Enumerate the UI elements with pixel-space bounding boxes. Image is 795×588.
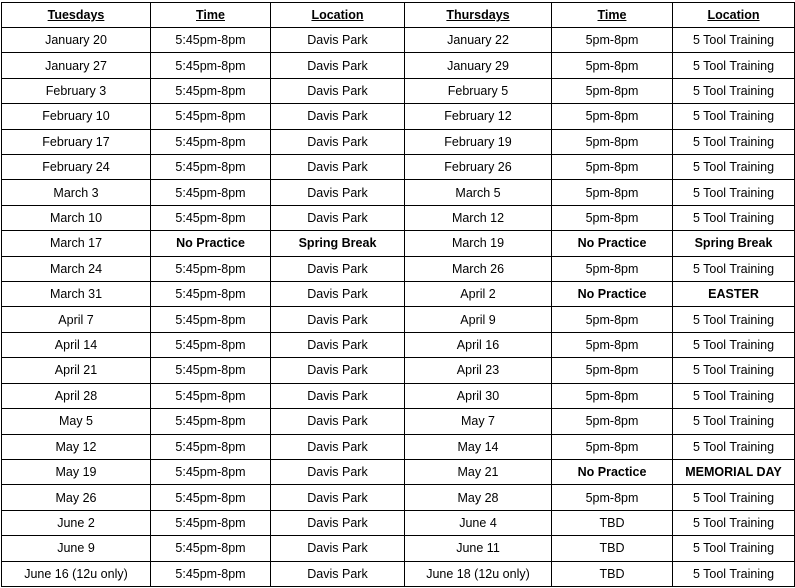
practice-schedule-table	[1, 2, 795, 587]
tuesday-time-cell: 5:45pm-8pm	[151, 307, 271, 332]
tuesday-date-cell: March 31	[2, 282, 151, 307]
thursday-date-cell: March 26	[405, 256, 552, 281]
tuesday-location-cell: Davis Park	[271, 510, 405, 535]
thursday-date-cell: January 29	[405, 53, 552, 78]
thursday-location-cell: 5 Tool Training	[673, 205, 795, 230]
thursday-location-cell: MEMORIAL DAY	[673, 459, 795, 484]
table-row	[2, 53, 795, 78]
thursday-location-cell: 5 Tool Training	[673, 53, 795, 78]
tuesday-date-cell: June 9	[2, 536, 151, 561]
tuesday-date-cell: April 14	[2, 332, 151, 357]
thursday-time-cell: No Practice	[552, 231, 673, 256]
header-row	[2, 3, 795, 28]
table-row	[2, 536, 795, 561]
thursday-time-cell: 5pm-8pm	[552, 409, 673, 434]
table-row	[2, 307, 795, 332]
thursday-location-cell: 5 Tool Training	[673, 561, 795, 586]
tuesday-date-cell: March 17	[2, 231, 151, 256]
header-thursday-time: Time	[552, 3, 673, 28]
tuesday-location-cell: Davis Park	[271, 485, 405, 510]
table-row	[2, 104, 795, 129]
thursday-location-cell: 5 Tool Training	[673, 155, 795, 180]
table-row	[2, 78, 795, 103]
tuesday-date-cell: May 19	[2, 459, 151, 484]
table-row	[2, 129, 795, 154]
thursday-date-cell: February 12	[405, 104, 552, 129]
tuesday-location-cell: Davis Park	[271, 28, 405, 53]
thursday-time-cell: No Practice	[552, 459, 673, 484]
thursday-time-cell: 5pm-8pm	[552, 205, 673, 230]
thursday-date-cell: May 21	[405, 459, 552, 484]
tuesday-location-cell: Davis Park	[271, 282, 405, 307]
thursday-location-cell: 5 Tool Training	[673, 358, 795, 383]
table-row	[2, 155, 795, 180]
thursday-date-cell: April 9	[405, 307, 552, 332]
tuesday-date-cell: March 10	[2, 205, 151, 230]
thursday-date-cell: March 12	[405, 205, 552, 230]
thursday-date-cell: February 19	[405, 129, 552, 154]
tuesday-location-cell: Davis Park	[271, 129, 405, 154]
header-tuesdays: Tuesdays	[2, 3, 151, 28]
tuesday-time-cell: 5:45pm-8pm	[151, 28, 271, 53]
thursday-date-cell: January 22	[405, 28, 552, 53]
thursday-location-cell: 5 Tool Training	[673, 28, 795, 53]
table-row	[2, 561, 795, 586]
tuesday-date-cell: April 21	[2, 358, 151, 383]
tuesday-time-cell: 5:45pm-8pm	[151, 510, 271, 535]
table-row	[2, 180, 795, 205]
thursday-location-cell: 5 Tool Training	[673, 434, 795, 459]
thursday-date-cell: May 14	[405, 434, 552, 459]
thursday-date-cell: June 11	[405, 536, 552, 561]
thursday-time-cell: 5pm-8pm	[552, 383, 673, 408]
thursday-date-cell: April 16	[405, 332, 552, 357]
tuesday-date-cell: February 10	[2, 104, 151, 129]
thursday-time-cell: 5pm-8pm	[552, 307, 673, 332]
thursday-time-cell: 5pm-8pm	[552, 332, 673, 357]
thursday-location-cell: 5 Tool Training	[673, 129, 795, 154]
thursday-date-cell: May 28	[405, 485, 552, 510]
table-row	[2, 231, 795, 256]
thursday-location-cell: 5 Tool Training	[673, 409, 795, 434]
tuesday-time-cell: 5:45pm-8pm	[151, 282, 271, 307]
table-row	[2, 459, 795, 484]
thursday-time-cell: 5pm-8pm	[552, 129, 673, 154]
tuesday-date-cell: March 3	[2, 180, 151, 205]
thursday-time-cell: 5pm-8pm	[552, 104, 673, 129]
tuesday-time-cell: 5:45pm-8pm	[151, 536, 271, 561]
thursday-location-cell: 5 Tool Training	[673, 383, 795, 408]
thursday-time-cell: 5pm-8pm	[552, 180, 673, 205]
tuesday-location-cell: Davis Park	[271, 307, 405, 332]
tuesday-date-cell: May 5	[2, 409, 151, 434]
tuesday-time-cell: 5:45pm-8pm	[151, 358, 271, 383]
tuesday-time-cell: 5:45pm-8pm	[151, 155, 271, 180]
table-row	[2, 383, 795, 408]
table-row	[2, 434, 795, 459]
tuesday-time-cell: 5:45pm-8pm	[151, 180, 271, 205]
tuesday-time-cell: 5:45pm-8pm	[151, 561, 271, 586]
thursday-location-cell: EASTER	[673, 282, 795, 307]
tuesday-time-cell: 5:45pm-8pm	[151, 434, 271, 459]
tuesday-time-cell: 5:45pm-8pm	[151, 485, 271, 510]
table-row	[2, 485, 795, 510]
tuesday-time-cell: 5:45pm-8pm	[151, 459, 271, 484]
header-tuesday-location: Location	[271, 3, 405, 28]
thursday-location-cell: 5 Tool Training	[673, 78, 795, 103]
tuesday-date-cell: June 2	[2, 510, 151, 535]
tuesday-location-cell: Davis Park	[271, 104, 405, 129]
tuesday-location-cell: Davis Park	[271, 205, 405, 230]
thursday-location-cell: 5 Tool Training	[673, 332, 795, 357]
table-row	[2, 205, 795, 230]
tuesday-location-cell: Davis Park	[271, 434, 405, 459]
thursday-date-cell: April 23	[405, 358, 552, 383]
tuesday-location-cell: Davis Park	[271, 561, 405, 586]
thursday-date-cell: March 19	[405, 231, 552, 256]
tuesday-time-cell: 5:45pm-8pm	[151, 104, 271, 129]
thursday-location-cell: 5 Tool Training	[673, 256, 795, 281]
thursday-time-cell: 5pm-8pm	[552, 155, 673, 180]
thursday-time-cell: 5pm-8pm	[552, 78, 673, 103]
table-row	[2, 358, 795, 383]
tuesday-time-cell: 5:45pm-8pm	[151, 129, 271, 154]
header-thursday-location: Location	[673, 3, 795, 28]
thursday-time-cell: TBD	[552, 536, 673, 561]
tuesday-time-cell: 5:45pm-8pm	[151, 53, 271, 78]
tuesday-location-cell: Davis Park	[271, 256, 405, 281]
tuesday-location-cell: Davis Park	[271, 358, 405, 383]
thursday-location-cell: Spring Break	[673, 231, 795, 256]
tuesday-location-cell: Davis Park	[271, 536, 405, 561]
tuesday-time-cell: 5:45pm-8pm	[151, 409, 271, 434]
thursday-time-cell: TBD	[552, 510, 673, 535]
tuesday-location-cell: Davis Park	[271, 332, 405, 357]
tuesday-time-cell: 5:45pm-8pm	[151, 332, 271, 357]
thursday-time-cell: 5pm-8pm	[552, 256, 673, 281]
thursday-date-cell: June 4	[405, 510, 552, 535]
thursday-location-cell: 5 Tool Training	[673, 510, 795, 535]
tuesday-location-cell: Davis Park	[271, 383, 405, 408]
tuesday-time-cell: No Practice	[151, 231, 271, 256]
table-row	[2, 256, 795, 281]
tuesday-date-cell: February 3	[2, 78, 151, 103]
header-thursdays: Thursdays	[405, 3, 552, 28]
tuesday-date-cell: February 17	[2, 129, 151, 154]
table-row	[2, 332, 795, 357]
thursday-location-cell: 5 Tool Training	[673, 307, 795, 332]
tuesday-time-cell: 5:45pm-8pm	[151, 256, 271, 281]
thursday-time-cell: 5pm-8pm	[552, 485, 673, 510]
tuesday-location-cell: Davis Park	[271, 155, 405, 180]
thursday-time-cell: TBD	[552, 561, 673, 586]
thursday-date-cell: February 5	[405, 78, 552, 103]
tuesday-date-cell: February 24	[2, 155, 151, 180]
tuesday-date-cell: May 12	[2, 434, 151, 459]
thursday-time-cell: 5pm-8pm	[552, 53, 673, 78]
tuesday-date-cell: March 24	[2, 256, 151, 281]
thursday-location-cell: 5 Tool Training	[673, 180, 795, 205]
thursday-location-cell: 5 Tool Training	[673, 536, 795, 561]
tuesday-time-cell: 5:45pm-8pm	[151, 205, 271, 230]
tuesday-time-cell: 5:45pm-8pm	[151, 78, 271, 103]
thursday-date-cell: June 18 (12u only)	[405, 561, 552, 586]
table-row	[2, 282, 795, 307]
thursday-time-cell: 5pm-8pm	[552, 358, 673, 383]
tuesday-location-cell: Davis Park	[271, 180, 405, 205]
tuesday-location-cell: Davis Park	[271, 409, 405, 434]
tuesday-date-cell: May 26	[2, 485, 151, 510]
table-row	[2, 510, 795, 535]
thursday-location-cell: 5 Tool Training	[673, 485, 795, 510]
thursday-date-cell: March 5	[405, 180, 552, 205]
thursday-location-cell: 5 Tool Training	[673, 104, 795, 129]
tuesday-date-cell: June 16 (12u only)	[2, 561, 151, 586]
tuesday-date-cell: April 7	[2, 307, 151, 332]
tuesday-location-cell: Davis Park	[271, 78, 405, 103]
thursday-time-cell: 5pm-8pm	[552, 434, 673, 459]
thursday-time-cell: 5pm-8pm	[552, 28, 673, 53]
tuesday-date-cell: April 28	[2, 383, 151, 408]
table-row	[2, 409, 795, 434]
table-row	[2, 28, 795, 53]
thursday-date-cell: April 30	[405, 383, 552, 408]
thursday-date-cell: May 7	[405, 409, 552, 434]
header-tuesday-time: Time	[151, 3, 271, 28]
tuesday-location-cell: Spring Break	[271, 231, 405, 256]
tuesday-date-cell: January 27	[2, 53, 151, 78]
tuesday-location-cell: Davis Park	[271, 53, 405, 78]
thursday-time-cell: No Practice	[552, 282, 673, 307]
thursday-date-cell: February 26	[405, 155, 552, 180]
tuesday-time-cell: 5:45pm-8pm	[151, 383, 271, 408]
tuesday-location-cell: Davis Park	[271, 459, 405, 484]
tuesday-date-cell: January 20	[2, 28, 151, 53]
schedule-body	[2, 28, 795, 587]
thursday-date-cell: April 2	[405, 282, 552, 307]
